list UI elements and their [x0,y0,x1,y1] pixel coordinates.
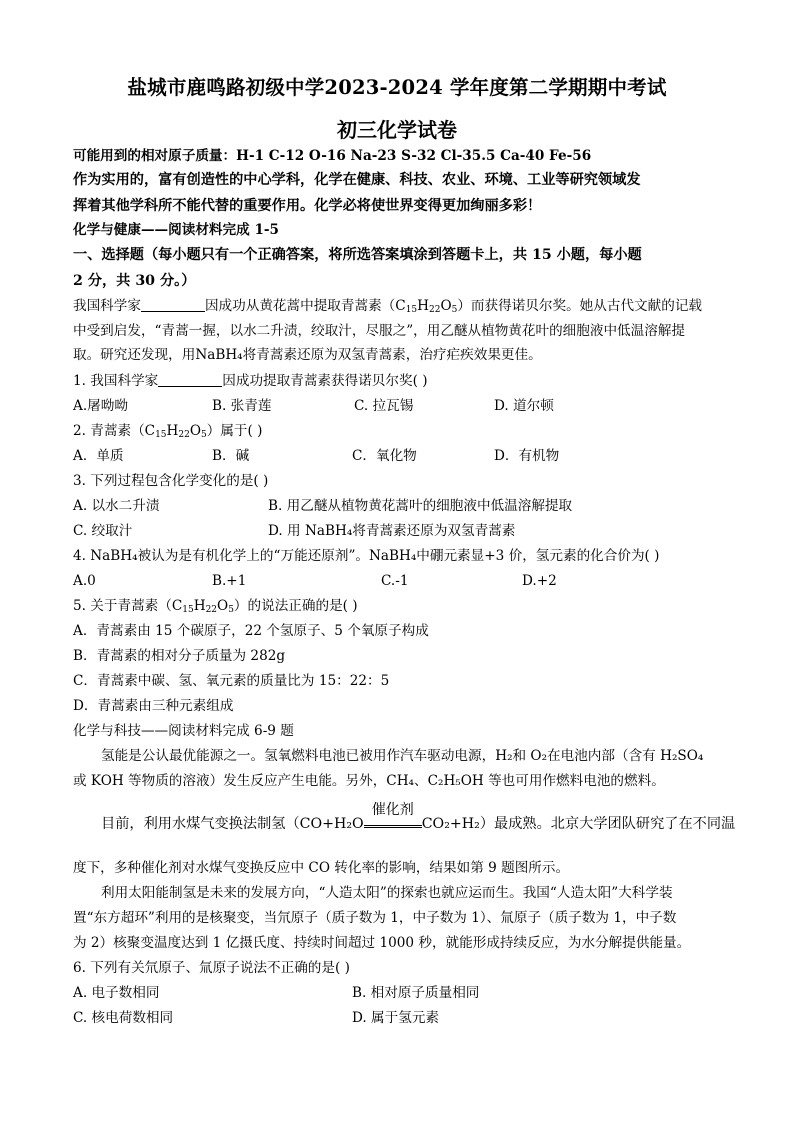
q5-stem-b: ）的说法正确的是( ) [233,598,358,614]
reading2-p2-line-1 [101,802,736,833]
q6-option-a: A. 电子数相同 [73,985,160,1001]
exam-title: 盐城市鹿鸣路初级中学2023-2024 学年度第二学期期中考试 [127,76,667,99]
q1-stem-b: 因成功提取青蒿素获得诺贝尔奖( ) [222,373,428,389]
q6-stem: 6. 下列有关氘原子、氚原子说法不正确的是( ) [73,960,350,976]
q2-option-d: D．有机物 [494,448,560,464]
sub-c: 15 [182,605,194,615]
sub-o: 5 [201,430,207,440]
q2-option-a: A．单质 [73,448,124,464]
sym-o: O [440,298,452,314]
q3-stem: 3. 下列过程包含化学变化的是( ) [73,473,269,489]
q3-option-a: A. 以水二升渍 [73,498,160,514]
reading2-p3-line-1: 利用太阳能制氢是未来的发展方向，“人造太阳”的探索也就应运而生。我国“人造太阳”大科学装 [101,885,673,901]
section-heading-line-2: 2 分，共 30 分。） [73,273,196,289]
reading2-p1-line-1: 氢能是公认最优能源之一。氢氧燃料电池已被用作汽车驱动电源，H₂和 O₂在电池内部（含有 H₂SO₄ [101,748,704,764]
reading2-p2-text-a: 目前，利用水煤气变换法制氢（CO+H₂O [101,816,364,832]
q4-option-a: A.0 [73,573,96,589]
sub-h: 22 [205,605,218,615]
atomic-mass-line: 可能用到的相对原子质量：H-1 C-12 O-16 Na-23 S-32 Cl-35.5 Ca-40 Fe-56 [73,148,592,164]
sym-o: O [217,598,229,614]
reading2-p2-line-2: 度下，多种催化剂对水煤气变换反应中 CO 转化率的影响，结果如第 9 题图所示。 [73,860,570,876]
reading1-text-b: 因成功从黄花蒿中提取青蒿素（C [204,298,406,314]
sub-h: 22 [178,430,190,440]
sub-o: 5 [228,605,234,615]
q1-option-b: B. 张青莲 [212,398,272,414]
q4-stem: 4. NaBH₄被认为是有机化学上的“万能还原剂”。NaBH₄中硼元素显+3 价，氢元素的化合价为( ) [73,548,660,564]
q3-option-b: B. 用乙醚从植物黄花蒿叶的细胞液中低温溶解提取 [268,498,573,514]
catalyst-label: 催化剂 [371,802,414,818]
sym-h: H [166,423,179,439]
q1-stem [73,372,428,390]
theme-health: 化学与健康——阅读材料完成 1-5 [73,222,280,238]
sym-o: O [189,423,201,439]
sub-c: 15 [405,305,418,315]
q2-option-c: C．氧化物 [352,448,417,464]
sub-o: 5 [451,305,458,315]
q3-option-d: D. 用 NaBH₄将青蒿素还原为双氢青蒿素 [268,523,516,539]
catalyst-equation-sign [364,802,422,828]
q2-stem [73,422,262,440]
q4-option-c: C.-1 [381,573,409,589]
sub-h: 22 [429,305,441,315]
q5-option-a: A．青蒿素由 15 个碳原子，22 个氢原子、5 个氧原子构成 [73,623,429,639]
q2-stem-a: 2. 青蒿素（C [73,423,156,439]
reading2-p1-line-2: 或 KOH 等物质的溶液）发生反应产生电能。另外，CH₄、C₂H₅OH 等也可用作燃料电池的燃料。 [73,773,665,789]
equals-lines [364,825,422,828]
q5-option-b: B．青蒿素的相对分子质量为 282g [73,648,286,664]
preface-line-1: 作为实用的，富有创造性的中心学科，化学在健康、科技、农业、环境、工业等研究领域发 [73,172,641,188]
preface-line-2: 挥着其他学科所不能代替的重要作用。化学必将使世界变得更加绚丽多彩！ [73,198,542,214]
q5-stem [73,597,358,615]
q1-option-c: C. 拉瓦锡 [354,398,414,414]
answer-blank [158,373,222,387]
reading1-line-3: 取。研究还发现，用NaBH₄将青蒿素还原为双氢青蒿素，治疗疟疾效果更佳。 [73,347,542,363]
sym-h: H [193,598,206,614]
exam-subtitle: 初三化学试卷 [337,118,457,142]
q1-option-a: A.屠呦呦 [73,398,128,414]
theme-technology: 化学与科技——阅读材料完成 6-9 题 [73,723,294,739]
q2-option-b: B．碱 [212,448,250,464]
reading2-p3-line-3: 为 2）核聚变温度达到 1 亿摄氏度、持续时间超过 1000 秒，就能形成持续反应，为水分解提供能量。 [73,935,691,951]
sub-c: 15 [155,430,167,440]
reading2-p2-text-b: CO₂+H₂）最成熟。北京大学团队研究了在不同温 [421,816,736,832]
reading1-line-2: 中受到启发，“青蒿一握，以水二升渍，绞取汁，尽服之”，用乙醚从植物黄花叶的细胞液中低温溶解提 [73,323,686,339]
q6-option-c: C. 核电荷数相同 [73,1010,174,1026]
reading1-text-a: 我国科学家 [73,298,141,314]
q6-option-b: B. 相对原子质量相同 [352,985,480,1001]
q4-option-d: D.+2 [522,573,557,589]
q1-stem-a: 1. 我国科学家 [73,373,159,389]
section-heading-line-1: 一、选择题（每小题只有一个正确答案，将所选答案填涂到答题卡上，共 15 小题，每小题 [73,247,642,263]
answer-blank [141,298,205,312]
q5-option-d: D．青蒿素由三种元素组成 [73,698,234,714]
q2-stem-b: ）属于( ) [206,423,263,439]
reading2-p3-line-2: 置“东方超环”利用的是核聚变，当氘原子（质子数为 1，中子数为 1）、氚原子（质子数为 1，中子数 [73,910,677,926]
reading1-text-c: ）而获得诺贝尔奖。她从古代文献的记载 [457,298,703,314]
q5-stem-a: 5. 关于青蒿素（C [73,598,183,614]
sym-h: H [417,298,429,314]
q5-option-c: C．青蒿素中碳、氢、氧元素的质量比为 15：22：5 [73,673,390,689]
q6-option-d: D. 属于氢元素 [352,1010,440,1026]
q3-option-c: C. 绞取汁 [73,523,133,539]
reading1-line-1 [73,297,702,315]
q1-option-d: D. 道尔顿 [494,398,554,414]
q4-option-b: B.+1 [212,573,247,589]
